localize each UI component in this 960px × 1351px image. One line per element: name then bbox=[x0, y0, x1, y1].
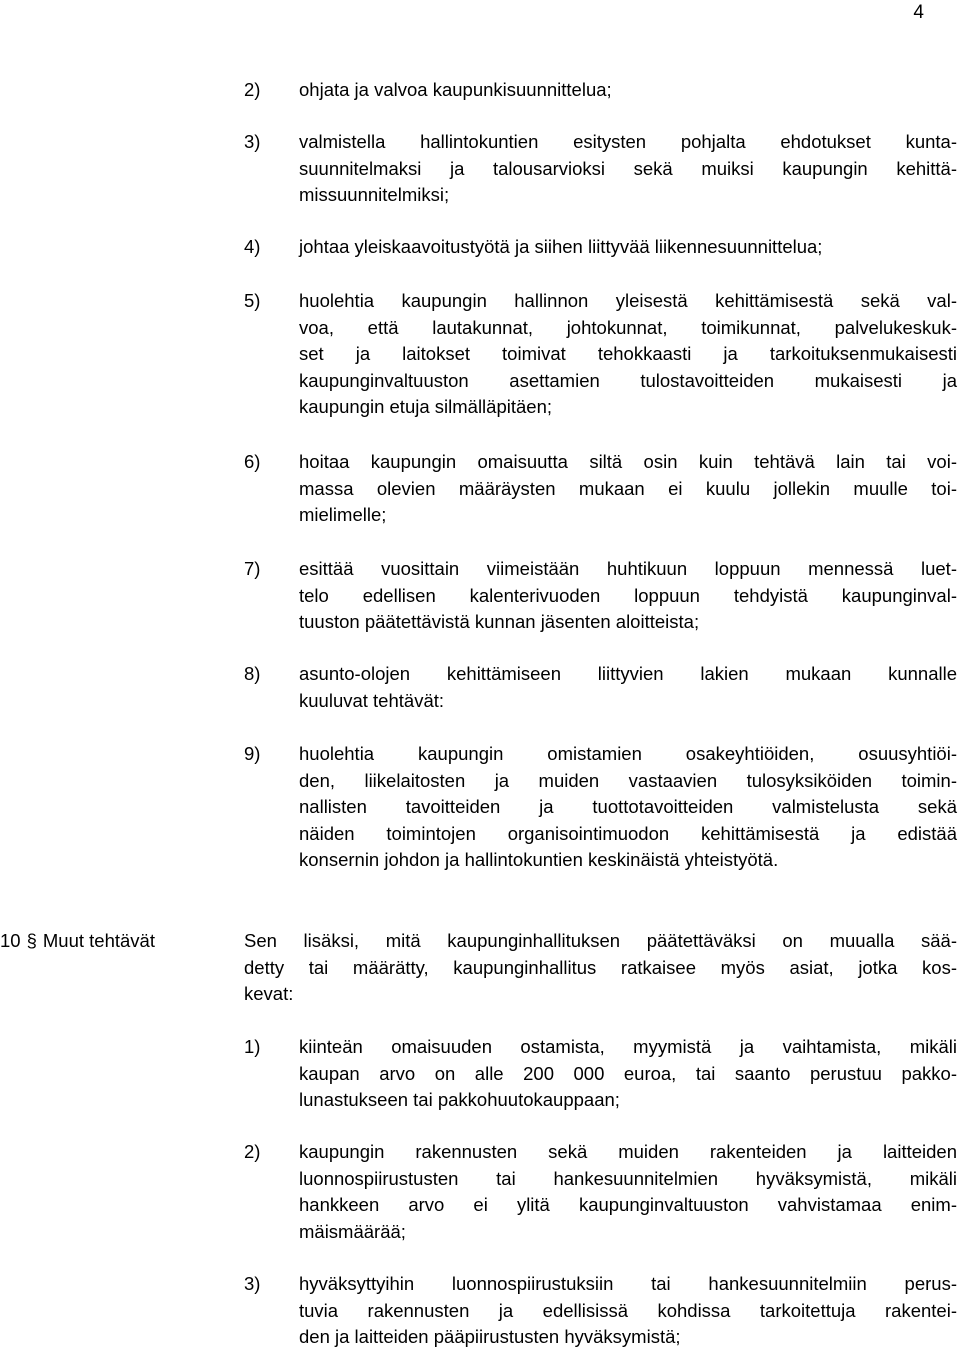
list-item-text bbox=[299, 661, 957, 714]
text-line: kevat: bbox=[244, 983, 294, 1004]
text-line: voa, että lautakunnat, johtokunnat, toimikunnat, palvelukeskuk- bbox=[299, 316, 957, 338]
text-line: esittää vuosittain viimeistään huhtikuun loppuun mennessä luet- bbox=[299, 558, 957, 579]
text-line: telo edellisen kalenterivuoden loppuun tehdyistä kaupunginval- bbox=[299, 584, 957, 606]
text-line: kaupungin rakennusten sekä muiden rakenteiden ja laitteiden bbox=[299, 1141, 957, 1162]
text-line: mielimelle; bbox=[299, 504, 387, 525]
list-item-number: 3) bbox=[244, 1273, 261, 1294]
list-item-text bbox=[299, 1139, 957, 1245]
text-line: lunastukseen tai pakkohuutokauppaan; bbox=[299, 1089, 620, 1110]
list-item-text bbox=[299, 449, 957, 529]
text-line: detty tai määrätty, kaupunginhallitus ratkaisee myös asiat, jotka kos- bbox=[244, 956, 957, 978]
text-line: den, liikelaitosten ja muiden vastaavien tulosyksiköiden toimin- bbox=[299, 769, 957, 791]
list-item-number: 3) bbox=[244, 131, 261, 152]
text-line: valmistella hallintokuntien esitysten pohjalta ehdotukset kunta- bbox=[299, 131, 957, 152]
list-item-text bbox=[299, 288, 957, 421]
list-item-number: 1) bbox=[244, 1036, 261, 1057]
list-item-number: 8) bbox=[244, 663, 261, 684]
list-item-text bbox=[299, 1034, 957, 1114]
section-title: Muut tehtävät bbox=[42, 930, 155, 951]
text-line: suunnitelmaksi ja talousarvioksi sekä muiksi kaupungin kehittä- bbox=[299, 157, 957, 179]
text-line: kaupungin etuja silmälläpitäen; bbox=[299, 396, 553, 417]
text-line: hyväksyttyihin luonnospiirustuksiin tai hankesuunnitelmiin perus- bbox=[299, 1273, 957, 1294]
text-line: massa olevien määräysten mukaan ei kuulu jollekin muulle toi- bbox=[299, 477, 957, 499]
text-line: missuunnitelmiksi; bbox=[299, 184, 450, 205]
list-item-text bbox=[299, 556, 957, 636]
list-item-number: 7) bbox=[244, 558, 261, 579]
text-line: tuuston päätettävistä kunnan jäsenten aloitteista; bbox=[299, 611, 700, 632]
text-line: den ja laitteiden pääpiirustusten hyväksymistä; bbox=[299, 1326, 681, 1347]
section-intro bbox=[244, 928, 957, 1008]
text-line: asunto-olojen kehittämiseen liittyvien lakien mukaan kunnalle bbox=[299, 663, 957, 684]
section-number: 10 bbox=[0, 930, 21, 951]
text-line: huolehtia kaupungin omistamien osakeyhtiöiden, osuusyhtiöi- bbox=[299, 743, 957, 764]
list-item-text bbox=[299, 77, 957, 104]
list-item-text bbox=[299, 741, 957, 874]
list-item-number: 6) bbox=[244, 451, 261, 472]
list-item-number: 4) bbox=[244, 236, 261, 257]
list-item-text bbox=[299, 1271, 957, 1351]
text-line: nallisten tavoitteiden ja tuottotavoitteiden valmistelusta sekä bbox=[299, 796, 957, 817]
text-line: kuuluvat tehtävät: bbox=[299, 689, 445, 711]
text-line: mäismäärää; bbox=[299, 1220, 406, 1242]
text-line: johtaa yleiskaavoitustyötä ja siihen liittyvää liikennesuunnittelua; bbox=[299, 236, 823, 257]
text-line: Sen lisäksi, mitä kaupunginhallituksen päätettäväksi on muualla sää- bbox=[244, 930, 957, 951]
list-item-number: 5) bbox=[244, 290, 261, 311]
text-line: luonnospiirustusten tai hankesuunnitelmien hyväksymistä, mikäli bbox=[299, 1167, 957, 1189]
list-item-number: 9) bbox=[244, 743, 261, 764]
section-heading bbox=[0, 928, 155, 955]
text-line: kaupunginvaltuuston asettamien tulostavoitteiden mukaisesti ja bbox=[299, 369, 957, 391]
text-line: ohjata ja valvoa kaupunkisuunnittelua; bbox=[299, 79, 612, 100]
page-number: 4 bbox=[913, 2, 924, 23]
text-line: näiden toimintojen organisointimuodon kehittämisestä ja edistää bbox=[299, 822, 957, 844]
list-item-text bbox=[299, 234, 957, 261]
text-line: kiinteän omaisuuden ostamista, myymistä ja vaihtamista, mikäli bbox=[299, 1036, 957, 1057]
text-line: set ja laitokset toimivat tehokkaasti ja tarkoituksenmukaisesti bbox=[299, 343, 957, 364]
text-line: kaupan arvo on alle 200 000 euroa, tai saanto perustuu pakko- bbox=[299, 1062, 957, 1084]
list-item-number: 2) bbox=[244, 79, 261, 100]
text-line: tuvia rakennusten ja edellisissä kohdissa tarkoitettuja rakentei- bbox=[299, 1299, 957, 1321]
text-line: konsernin johdon ja hallintokuntien keskinäistä yhteistyötä. bbox=[299, 849, 779, 870]
section-sign: § bbox=[26, 930, 37, 951]
text-line: hoitaa kaupungin omaisuutta siltä osin kuin tehtävä lain tai voi- bbox=[299, 451, 957, 472]
list-item-text bbox=[299, 129, 957, 209]
text-line: huolehtia kaupungin hallinnon yleisestä kehittämisestä sekä val- bbox=[299, 290, 957, 311]
list-item-number: 2) bbox=[244, 1141, 261, 1162]
text-line: hankkeen arvo ei ylitä kaupunginvaltuuston vahvistamaa enim- bbox=[299, 1194, 957, 1215]
